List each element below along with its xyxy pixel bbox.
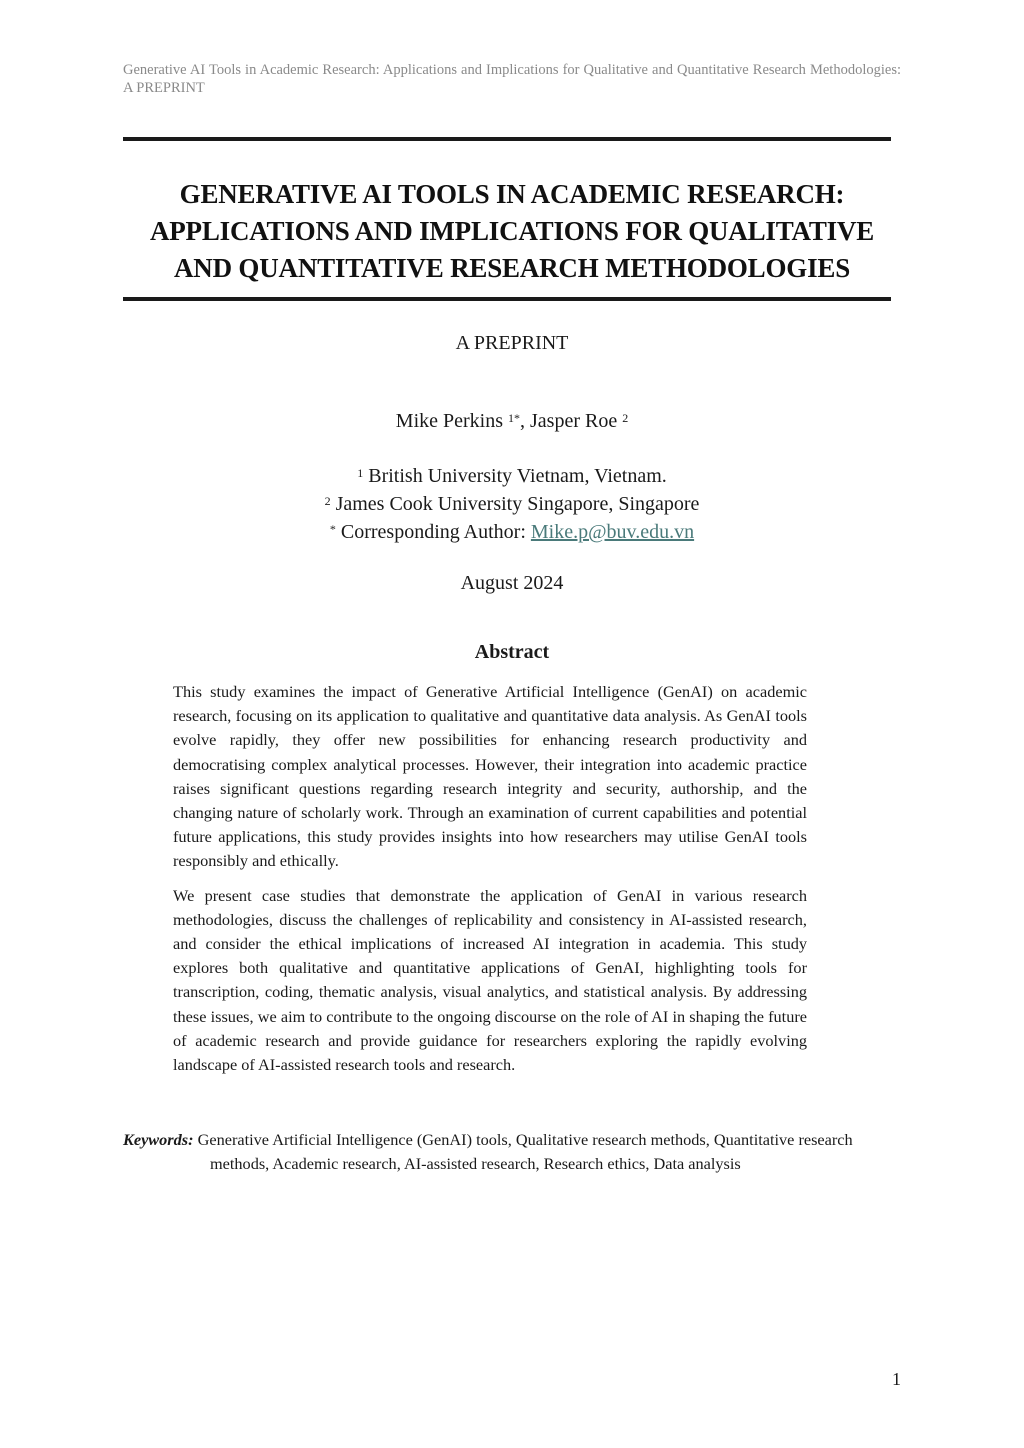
corresponding-author <box>0 519 1024 545</box>
affiliation-1 <box>0 463 1024 489</box>
keywords-label: Keywords: <box>123 1130 194 1149</box>
author-2-affiliation-mark: 2 <box>622 411 629 425</box>
publication-date: August 2024 <box>460 572 564 594</box>
corresponding-author-label: Corresponding Author: <box>340 521 526 543</box>
title-line-2: APPLICATIONS AND IMPLICATIONS FOR QUALITATIVE <box>149 216 875 246</box>
affiliation-1-mark: 1 <box>357 466 364 480</box>
abstract-paragraph-1: This study examines the impact of Generative Artificial Intelligence (GenAI) on academic research, focusing on its application to qualitative and quantitative data analysis. As GenAI tools evolve rapidly, they offer new possibilities for enhancing research productivity and democratising complex analytical processes. However, their integration into academic practice raises significant questions regarding research integrity and security, authorship, and the changing nature of scholarly work. Through an examination of current capabilities and potential future applications, this study provides insights into how researchers may utilise GenAI tools responsibly and ethically. <box>173 682 807 871</box>
title-line-3: AND QUANTITATIVE RESEARCH METHODOLOGIES <box>173 253 851 283</box>
abstract-heading: Abstract <box>474 641 550 663</box>
affiliation-2-text: James Cook University Singapore, Singapore <box>335 493 700 515</box>
paper-title <box>123 176 901 287</box>
author-1-affiliation-mark: 1* <box>508 411 520 425</box>
keywords-block <box>123 1128 901 1176</box>
affiliation-2-mark: 2 <box>324 494 331 508</box>
author-list <box>0 408 1024 434</box>
affiliation-2 <box>0 491 1024 517</box>
abstract-paragraph-2: We present case studies that demonstrate the application of GenAI in various research methodologies, discuss the challenges of replicability and consistency in AI-assisted research, and consider the ethical implications of increased AI integration in academia. This study explores both qualitative and quantitative applications of GenAI, highlighting tools for transcription, coding, thematic analysis, visual analytics, and statistical analysis. By addressing these issues, we aim to contribute to the ongoing discourse on the role of AI in shaping the future of academic research and provide guidance for researchers exploring the rapidly evolving landscape of AI-assisted research tools and research. <box>173 885 807 1075</box>
author-2-name: Jasper Roe <box>530 410 618 432</box>
preprint-label: A PREPRINT <box>455 332 569 354</box>
affiliation-1-text: British University Vietnam, Vietnam. <box>368 465 667 487</box>
author-1-name: Mike Perkins <box>395 410 503 432</box>
keywords-text: Generative Artificial Intelligence (GenAI) tools, Qualitative research methods, Quantitative research methods, Academic research, AI-assisted research, Research ethics, Data analysis <box>197 1130 853 1173</box>
title-line-1: GENERATIVE AI TOOLS IN ACADEMIC RESEARCH: <box>179 179 845 209</box>
running-header: Generative AI Tools in Academic Research: Applications and Implications for Qualitative and Quantitative Research Methodologies: A PREPRINT <box>123 62 901 96</box>
page-number: 1 <box>892 1369 901 1389</box>
corresponding-author-mark: * <box>329 522 336 536</box>
corresponding-author-email-link[interactable]: Mike.p@buv.edu.vn <box>530 521 695 543</box>
title-top-rule <box>123 137 891 141</box>
author-separator: , <box>520 410 525 432</box>
title-bottom-rule <box>123 297 891 301</box>
abstract-body <box>173 680 807 1087</box>
